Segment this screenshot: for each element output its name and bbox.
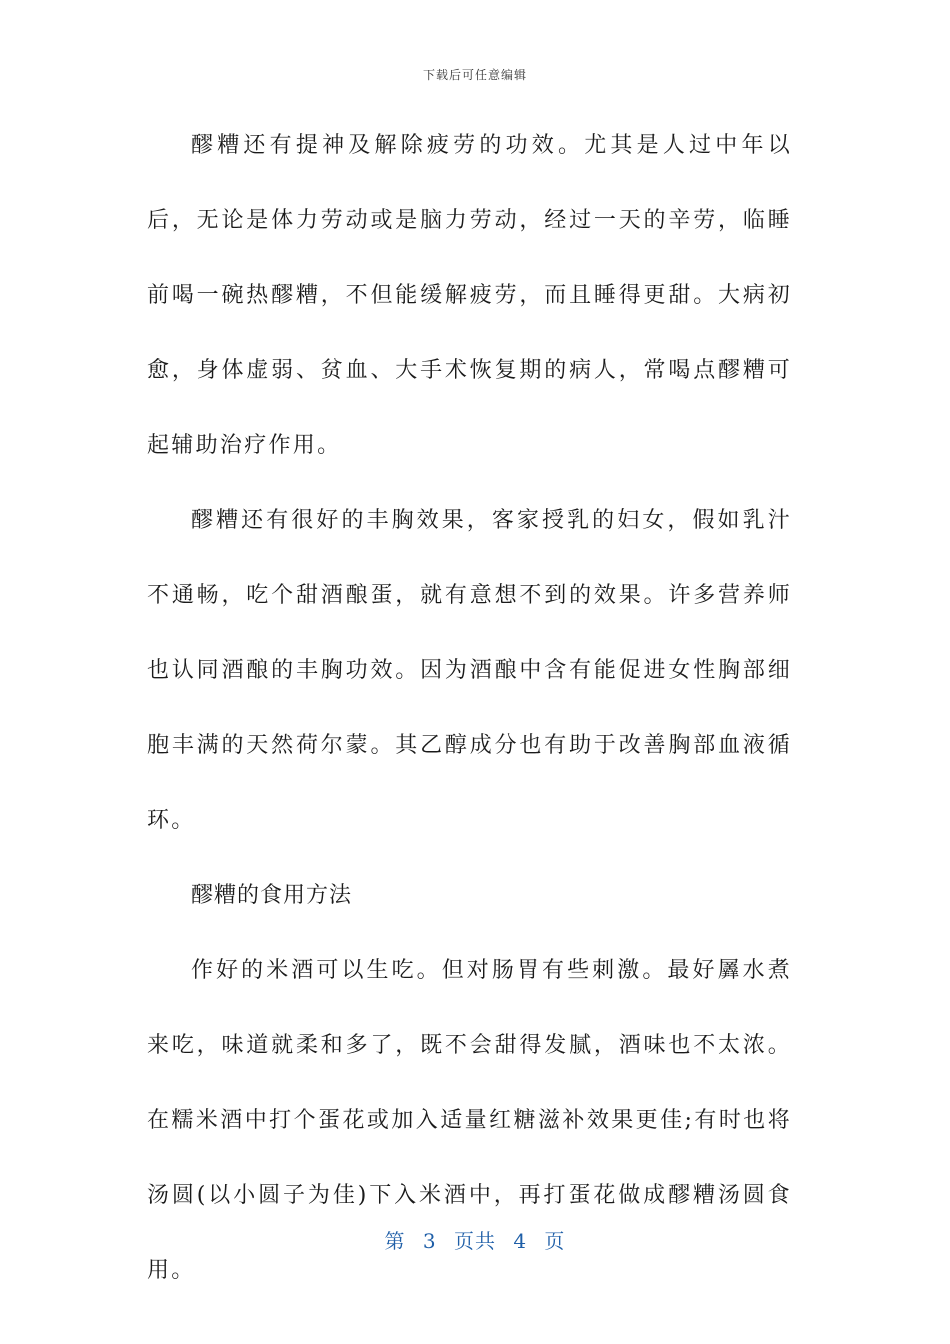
- page-header: 下载后可任意编辑: [422, 68, 527, 82]
- paragraph-breast-effect: 醪糟还有很好的丰胸效果，客家授乳的妇女，假如乳汁不通畅，吃个甜酒酿蛋，就有意想不到的效果。许多营养师也认同酒酿的丰胸功效。因为酒酿中含有能促进女性胸部细胞丰满的天然荷尔蒙。其乙醇成分也有助于改善胸部血液循环。: [147, 508, 792, 833]
- paragraph-refreshing-effect: 醪糟还有提神及解除疲劳的功效。尤其是人过中年以后，无论是体力劳动或是脑力劳动，经过一天的辛劳，临睡前喝一碗热醪糟，不但能缓解疲劳，而且睡得更甜。大病初愈，身体虚弱、贫血、大手术恢复期的病人，常喝点醪糟可起辅助治疗作用。: [147, 133, 792, 458]
- paragraph-usage-method: 作好的米酒可以生吃。但对肠胃有些刺激。最好羼水煮来吃，味道就柔和多了，既不会甜得发腻，酒味也不太浓。在糯米酒中打个蛋花或加入适量红糖滋补效果更佳;有时也将汤圆(以小圆子为佳)下入米酒中，再打蛋花做成醪糟汤圆食用。: [147, 958, 792, 1283]
- document-body: [147, 108, 792, 1308]
- page-number-footer: 第 3 页共 4 页: [384, 1229, 566, 1253]
- section-heading-usage: 醪糟的食用方法: [191, 883, 353, 908]
